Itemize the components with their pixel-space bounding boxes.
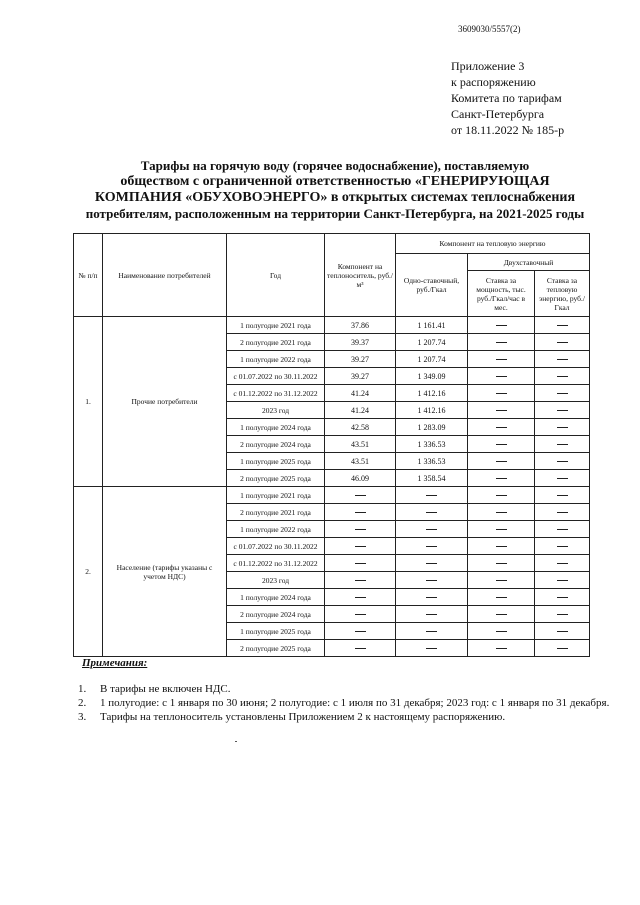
single-rate-value [396, 572, 468, 589]
period-cell: с 01.12.2022 по 31.12.2022 [227, 555, 325, 572]
period-cell: 1 полугодие 2022 года [227, 351, 325, 368]
note-text: Тарифы на теплоноситель установлены Приложением 2 к настоящему распоряжению. [100, 711, 506, 723]
approval-line: от 18.11.2022 № 185-р [451, 123, 565, 137]
capacity-rate-value [468, 470, 535, 487]
capacity-rate-value [468, 589, 535, 606]
note-number: 1. [78, 683, 87, 695]
carrier-value [325, 538, 396, 555]
period-cell: 2023 год [227, 402, 325, 419]
dash-mark [426, 631, 437, 632]
energy-rate-value [535, 436, 590, 453]
single-rate-value [396, 538, 468, 555]
note-item [78, 682, 609, 696]
energy-rate-value [535, 606, 590, 623]
dash-mark [557, 597, 568, 598]
carrier-value [325, 487, 396, 504]
consumer-name: Прочие потребители [103, 317, 227, 487]
dash-mark [496, 410, 507, 411]
energy-rate-value [535, 419, 590, 436]
approval-line: к распоряжению [451, 75, 536, 89]
table-row [74, 317, 590, 334]
dash-mark [557, 376, 568, 377]
period-cell: 1 полугодие 2022 года [227, 521, 325, 538]
carrier-value: 41.24 [325, 385, 396, 402]
capacity-rate-value [468, 555, 535, 572]
single-rate-value: 1 412.16 [396, 385, 468, 402]
period-cell: с 01.07.2022 по 30.11.2022 [227, 538, 325, 555]
single-rate-value: 1 349.09 [396, 368, 468, 385]
dash-mark [426, 614, 437, 615]
carrier-value: 39.27 [325, 351, 396, 368]
dash-mark [355, 546, 366, 547]
header-num: № п/п [74, 234, 103, 317]
title-line: Тарифы на горячую воду (горячее водоснабжение), поставляемую [140, 158, 530, 173]
single-rate-value: 1 207.74 [396, 334, 468, 351]
period-cell: 2 полугодие 2024 года [227, 606, 325, 623]
notes-title: Примечания: [82, 657, 148, 669]
header-energy-rate: Ставка за тепловую энергию, руб./Гкал [535, 271, 590, 317]
energy-rate-value [535, 351, 590, 368]
single-rate-value [396, 487, 468, 504]
header-year: Год [227, 234, 325, 317]
header-two-rate: Двухставочный [468, 254, 590, 271]
consumer-name: Население (тарифы указаны с учетом НДС) [103, 487, 227, 657]
carrier-value [325, 572, 396, 589]
capacity-rate-value [468, 504, 535, 521]
title-line: потребителям, расположенным на территории Санкт-Петербурга, на 2021-2025 годы [85, 206, 585, 221]
carrier-value [325, 606, 396, 623]
period-cell: с 01.07.2022 по 30.11.2022 [227, 368, 325, 385]
document-title [60, 158, 610, 222]
dash-mark [496, 580, 507, 581]
dash-mark [426, 580, 437, 581]
capacity-rate-value [468, 385, 535, 402]
carrier-value [325, 555, 396, 572]
dash-mark [496, 631, 507, 632]
dash-mark [557, 580, 568, 581]
dash-mark [557, 563, 568, 564]
capacity-rate-value [468, 538, 535, 555]
carrier-value: 43.51 [325, 453, 396, 470]
energy-rate-value [535, 521, 590, 538]
note-item [78, 710, 609, 724]
document-registration-number: 3609030/5557(2) [458, 24, 521, 34]
dash-mark [496, 359, 507, 360]
energy-rate-value [535, 589, 590, 606]
dash-mark [426, 495, 437, 496]
energy-rate-value [535, 572, 590, 589]
approval-block [451, 58, 564, 138]
header-single-rate: Одно-ставочный, руб./Гкал [396, 254, 468, 317]
dash-mark [426, 512, 437, 513]
period-cell: 2 полугодие 2025 года [227, 640, 325, 657]
dash-mark [496, 325, 507, 326]
period-cell: 1 полугодие 2024 года [227, 589, 325, 606]
note-number: 3. [78, 711, 87, 723]
dash-mark [496, 444, 507, 445]
single-rate-value: 1 358.54 [396, 470, 468, 487]
title-line: КОМПАНИЯ «ОБУХОВОЭНЕРГО» в открытых системах теплоснабжения [94, 190, 576, 205]
title-line: обществом с ограниченной ответственностью «ГЕНЕРИРУЮЩАЯ [120, 174, 550, 189]
dash-mark [355, 563, 366, 564]
single-rate-value [396, 606, 468, 623]
period-cell: 1 полугодие 2021 года [227, 487, 325, 504]
note-text: 1 полугодие: с 1 января по 30 июня; 2 полугодие: с 1 июля по 31 декабря; 2023 год: с 1 января по 31 декабря. [100, 697, 610, 709]
dash-mark [496, 597, 507, 598]
period-cell: 2 полугодие 2021 года [227, 504, 325, 521]
dash-mark [557, 444, 568, 445]
approval-line: Комитета по тарифам [451, 91, 562, 105]
carrier-value [325, 589, 396, 606]
dash-mark [557, 427, 568, 428]
table-row [74, 487, 590, 504]
energy-rate-value [535, 504, 590, 521]
energy-rate-value [535, 470, 590, 487]
header-carrier-component: Компонент на теплоноситель, руб./м³ [325, 234, 396, 317]
header-energy-component: Компонент на тепловую энергию [396, 234, 590, 254]
period-cell: 1 полугодие 2025 года [227, 623, 325, 640]
single-rate-value [396, 623, 468, 640]
period-cell: 2 полугодие 2021 года [227, 334, 325, 351]
dash-mark [426, 563, 437, 564]
capacity-rate-value [468, 606, 535, 623]
energy-rate-value [535, 453, 590, 470]
carrier-value: 46.09 [325, 470, 396, 487]
capacity-rate-value [468, 521, 535, 538]
carrier-value: 42.58 [325, 419, 396, 436]
capacity-rate-value [468, 572, 535, 589]
group-number: 1. [74, 317, 103, 487]
capacity-rate-value [468, 402, 535, 419]
carrier-value [325, 521, 396, 538]
dash-mark [355, 529, 366, 530]
dash-mark [426, 597, 437, 598]
period-cell: 1 полугодие 2024 года [227, 419, 325, 436]
single-rate-value: 1 207.74 [396, 351, 468, 368]
carrier-value: 39.27 [325, 368, 396, 385]
energy-rate-value [535, 334, 590, 351]
group-number: 2. [74, 487, 103, 657]
single-rate-value [396, 589, 468, 606]
period-cell: 2 полугодие 2025 года [227, 470, 325, 487]
dash-mark [557, 529, 568, 530]
note-text: В тарифы не включен НДС. [100, 683, 231, 695]
dash-mark [557, 614, 568, 615]
carrier-value: 39.37 [325, 334, 396, 351]
dash-mark [557, 648, 568, 649]
carrier-value: 37.86 [325, 317, 396, 334]
dash-mark [496, 427, 507, 428]
dash-mark [496, 648, 507, 649]
dash-mark [557, 546, 568, 547]
energy-rate-value [535, 623, 590, 640]
single-rate-value: 1 283.09 [396, 419, 468, 436]
dash-mark [496, 614, 507, 615]
approval-line: Приложение 3 [451, 59, 525, 73]
dash-mark [496, 393, 507, 394]
dash-mark [557, 631, 568, 632]
period-cell: 1 полугодие 2025 года [227, 453, 325, 470]
carrier-value [325, 623, 396, 640]
dash-mark [496, 546, 507, 547]
period-cell: с 01.12.2022 по 31.12.2022 [227, 385, 325, 402]
dash-mark [557, 478, 568, 479]
dash-mark [355, 580, 366, 581]
energy-rate-value [535, 555, 590, 572]
dash-mark [496, 495, 507, 496]
period-cell: 2 полугодие 2024 года [227, 436, 325, 453]
dash-mark [557, 342, 568, 343]
dash-mark [355, 648, 366, 649]
energy-rate-value [535, 402, 590, 419]
energy-rate-value [535, 317, 590, 334]
note-number: 2. [78, 697, 87, 709]
dash-mark [557, 495, 568, 496]
dash-mark [496, 563, 507, 564]
note-item [78, 696, 609, 710]
single-rate-value: 1 336.53 [396, 436, 468, 453]
capacity-rate-value [468, 640, 535, 657]
dash-mark [557, 512, 568, 513]
capacity-rate-value [468, 317, 535, 334]
single-rate-value [396, 555, 468, 572]
carrier-value [325, 504, 396, 521]
dash-mark [355, 614, 366, 615]
header-consumer: Наименование потребителей [103, 234, 227, 317]
capacity-rate-value [468, 436, 535, 453]
single-rate-value: 1 336.53 [396, 453, 468, 470]
energy-rate-value [535, 538, 590, 555]
capacity-rate-value [468, 334, 535, 351]
dash-mark [557, 393, 568, 394]
dash-mark [426, 546, 437, 547]
capacity-rate-value [468, 368, 535, 385]
dash-mark [426, 529, 437, 530]
tariffs-table [73, 233, 590, 657]
dash-mark [355, 597, 366, 598]
dash-mark [557, 359, 568, 360]
dash-mark [355, 512, 366, 513]
dash-mark [496, 376, 507, 377]
dash-mark [496, 529, 507, 530]
capacity-rate-value [468, 487, 535, 504]
period-cell: 1 полугодие 2021 года [227, 317, 325, 334]
scan-speck [235, 741, 237, 742]
notes-list [78, 682, 609, 724]
capacity-rate-value [468, 453, 535, 470]
carrier-value: 41.24 [325, 402, 396, 419]
dash-mark [557, 325, 568, 326]
dash-mark [355, 495, 366, 496]
header-capacity-rate: Ставка за мощность, тыс. руб./Гкал/час в мес. [468, 271, 535, 317]
tariffs-table-body [74, 317, 590, 657]
dash-mark [557, 410, 568, 411]
period-cell: 2023 год [227, 572, 325, 589]
single-rate-value [396, 640, 468, 657]
single-rate-value [396, 521, 468, 538]
dash-mark [557, 461, 568, 462]
dash-mark [355, 631, 366, 632]
dash-mark [496, 478, 507, 479]
single-rate-value: 1 412.16 [396, 402, 468, 419]
capacity-rate-value [468, 623, 535, 640]
dash-mark [496, 342, 507, 343]
carrier-value [325, 640, 396, 657]
approval-line: Санкт-Петербурга [451, 107, 545, 121]
dash-mark [496, 512, 507, 513]
carrier-value: 43.51 [325, 436, 396, 453]
energy-rate-value [535, 368, 590, 385]
single-rate-value: 1 161.41 [396, 317, 468, 334]
dash-mark [496, 461, 507, 462]
capacity-rate-value [468, 351, 535, 368]
energy-rate-value [535, 487, 590, 504]
single-rate-value [396, 504, 468, 521]
capacity-rate-value [468, 419, 535, 436]
energy-rate-value [535, 385, 590, 402]
dash-mark [426, 648, 437, 649]
energy-rate-value [535, 640, 590, 657]
